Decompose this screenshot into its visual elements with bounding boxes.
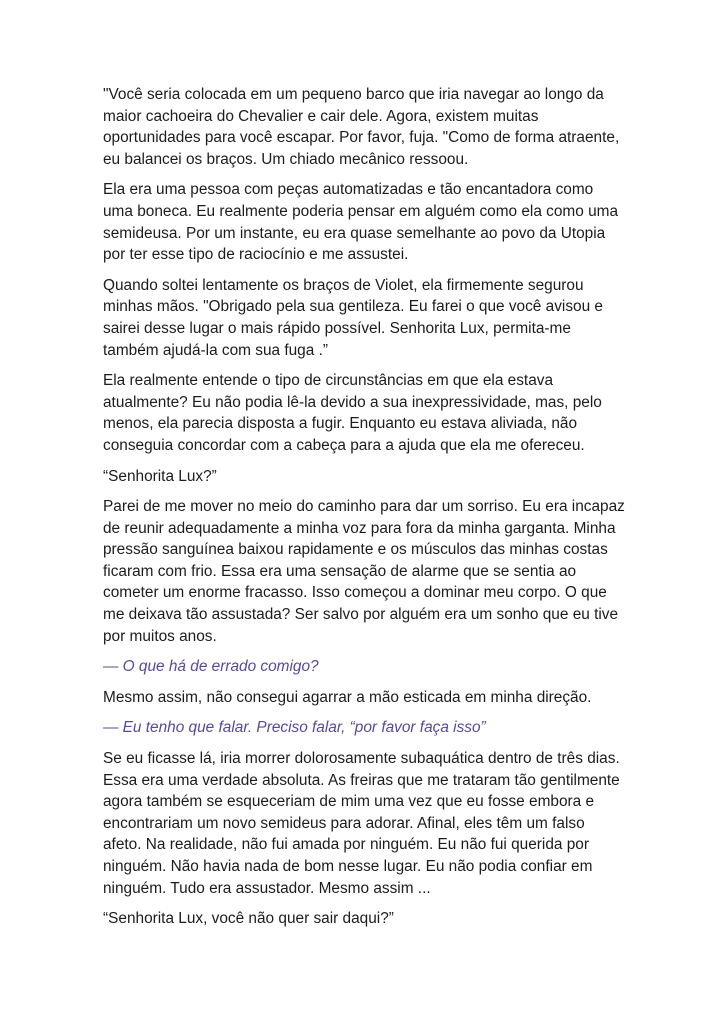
- paragraph: Parei de me mover no meio do caminho para dar um sorriso. Eu era incapaz de reunir adequadamente a minha voz para fora da minha garganta. Minha pressão sanguínea baixou rapidamente e os músculos das minhas costas ficaram com frio. Essa era uma sensação de alarme que se sentia ao cometer um enorme fracasso. Isso começou a dominar meu corpo. O que me deixava tão assustada? Ser salvo por alguém era um sonho que eu tive por muitos anos.: [103, 498, 625, 645]
- dialogue-line: “Senhorita Lux, você não quer sair daqui?”: [103, 910, 394, 928]
- paragraph: Se eu ficasse lá, iria morrer dolorosamente subaquática dentro de três dias. Essa era uma verdade absoluta. As freiras que me trataram tão gentilmente agora também se esqueceriam de mim uma vez que eu fosse embora e encontrariam um novo semideus para adorar. Afinal, eles têm um falso afeto. Na realidade, não fui amada por ninguém. Eu não fui querida por ninguém. Não havia nada de bom nesse lugar. Eu não podia confiar em ninguém. Tudo era assustador. Mesmo assim ...: [103, 750, 620, 897]
- inner-thought-line: — Eu tenho que falar. Preciso falar, “por favor faça isso”: [103, 719, 486, 737]
- paragraph: Quando soltei lentamente os braços de Violet, ela firmemente segurou minhas mãos. "Obrigado pela sua gentileza. Eu farei o que você avisou e sairei desse lugar o mais rápido possível. Senhorita Lux, permita-me também ajudá-la com sua fuga .”: [103, 276, 603, 359]
- paragraph: Ela era uma pessoa com peças automatizadas e tão encantadora como uma boneca. Eu realmente poderia pensar em alguém como ela como uma semideusa. Por um instante, eu era quase semelhante ao povo da Utopia por ter esse tipo de raciocínio e me assustei.: [103, 181, 619, 264]
- paragraph: Mesmo assim, não consegui agarrar a mão esticada em minha direção.: [103, 688, 592, 706]
- text-column: [103, 84, 625, 939]
- inner-thought-line: — O que há de errado comigo?: [103, 658, 319, 676]
- dialogue-line: “Senhorita Lux?”: [103, 467, 217, 485]
- paragraph: "Você seria colocada em um pequeno barco que iria navegar ao longo da maior cachoeira do Chevalier e cair dele. Agora, existem muitas oportunidades para você escapar. Por favor, fuja. "Como de forma atraente, eu balancei os braços. Um chiado mecânico ressoou.: [103, 86, 620, 168]
- paragraph: Ela realmente entende o tipo de circunstâncias em que ela estava atualmente? Eu não podia lê-la devido a sua inexpressividade, mas, pelo menos, ela parecia disposta a fugir. Enquanto eu estava aliviada, não conseguia concordar com a cabeça para a ajuda que ela me ofereceu.: [103, 372, 602, 454]
